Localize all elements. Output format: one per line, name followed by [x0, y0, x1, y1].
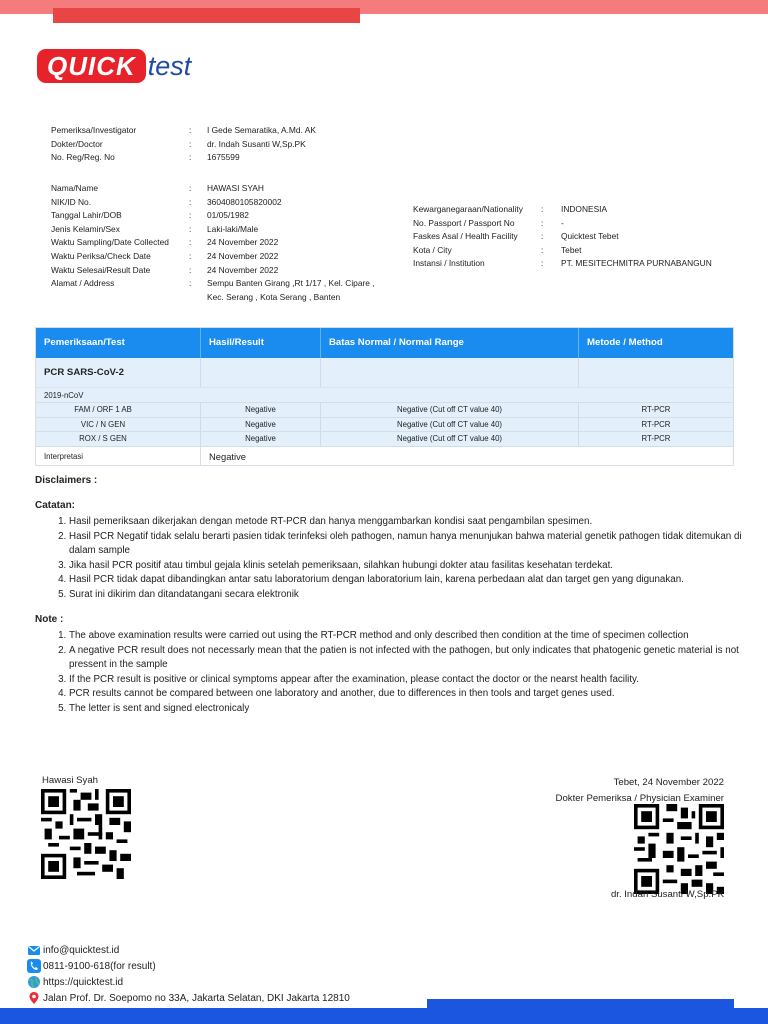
info-separator: :: [189, 250, 192, 261]
physician-role: Dokter Pemeriksa / Physician Examiner: [555, 793, 724, 804]
section-title: PCR SARS-CoV-2: [36, 358, 201, 387]
contact-website[interactable]: [27, 974, 350, 990]
info-label: NIK/ID No.: [51, 196, 92, 207]
patient-info: [51, 182, 375, 304]
cell-result: Negative: [201, 432, 321, 446]
contact-list: [27, 942, 350, 1006]
info-row: [51, 264, 375, 278]
info-separator: :: [541, 204, 544, 214]
info-row: [51, 151, 316, 165]
list-item: 1. Hasil pemeriksaan dikerjakan dengan metode RT-PCR dan hanya menggambarkan kondisi saat pengambilan spesimen.: [69, 515, 764, 530]
interpretation-value: Negative: [209, 450, 247, 462]
info-label: Kota / City: [413, 244, 452, 255]
table-row: [36, 431, 733, 446]
top-decor-bar: [53, 8, 360, 23]
cell-range: Negative (Cut off CT value 40): [321, 432, 579, 446]
table-subsection: 2019-nCoV: [36, 387, 733, 402]
info-row: [51, 138, 316, 152]
physician-signature-block: [556, 775, 724, 807]
info-separator: :: [189, 237, 192, 248]
phone-icon: [27, 959, 41, 973]
info-label: No. Passport / Passport No: [413, 217, 515, 228]
place-date: Tebet, 24 November 2022: [613, 777, 724, 788]
info-separator: :: [189, 152, 192, 163]
address-line-1: Sempu Banten Girang ,Rt 1/17 , Kel. Cipare ,: [207, 278, 375, 289]
info-value: PT. MESITECHMITRA PURNABANGUN: [561, 258, 712, 269]
section-empty-cell: [321, 358, 579, 387]
info-label: Waktu Selesai/Result Date: [51, 264, 151, 275]
info-value: Laki-laki/Male: [207, 223, 259, 234]
cell-method: RT-PCR: [641, 434, 671, 443]
info-row: [413, 230, 712, 244]
info-label: Pemeriksa/Investigator: [51, 125, 137, 135]
info-separator: :: [541, 244, 544, 255]
info-label: Dokter/Doctor: [51, 138, 103, 149]
patient-signature-name: Hawasi Syah: [42, 775, 98, 786]
notes-list: [35, 629, 764, 716]
info-label: Jenis Kelamin/Sex: [51, 223, 120, 234]
contact-email[interactable]: [27, 942, 350, 958]
info-value: dr. Indah Susanti W,Sp.PK: [207, 138, 306, 149]
section-empty-cell: [201, 358, 321, 387]
catatan-title: Catatan:: [35, 500, 76, 511]
contact-text: 0811-9100-618(for result): [43, 960, 156, 972]
list-item: 4. PCR results cannot be compared between one laboratory and another, due to differences in then tools and target genes used.: [69, 687, 764, 702]
list-item: 4. Hasil PCR tidak dapat dibandingkan antar satu laboratorium dengan laboratorium lain, karena perbedaan alat dan target gen yang digunakan.: [69, 573, 764, 588]
qr-code-physician: [634, 804, 724, 894]
info-row: [51, 182, 375, 196]
section-empty-cell: [579, 358, 733, 387]
info-value: I Gede Semaratika, A.Md. AK: [207, 125, 316, 135]
cell-result: Negative: [201, 418, 321, 432]
interpretation-row: [36, 446, 733, 465]
info-value: 3604080105820002: [207, 196, 282, 207]
info-label: Faskes Asal / Health Facility: [413, 231, 518, 242]
info-row: [51, 196, 375, 210]
info-label: Instansi / Institution: [413, 258, 485, 269]
info-separator: :: [189, 196, 192, 207]
table-row: [36, 402, 733, 417]
list-item: 3. Jika hasil PCR positif atau timbul gejala klinis setelah pemeriksaan, silahkan hubungi dokter atau fasilitas kesehatan terdekat.: [69, 559, 764, 574]
info-label: Tanggal Lahir/DOB: [51, 210, 122, 221]
info-value: 1675599: [207, 152, 240, 163]
notes-section: [35, 614, 764, 716]
list-item: 1. The above examination results were carried out using the RT-PCR method and only described then condition at the time of specimen collection: [69, 629, 764, 644]
contact-address: [27, 990, 350, 1006]
disclaimers-section: [35, 475, 764, 602]
info-value: 24 November 2022: [207, 250, 279, 261]
info-label: Kewarganegaraan/Nationality: [413, 204, 523, 214]
info-separator: :: [189, 125, 192, 135]
info-value: -: [561, 217, 564, 228]
header-test: Pemeriksaan/Test: [36, 328, 201, 358]
patient-info-right: [413, 203, 712, 271]
info-value: 01/05/1982: [207, 210, 249, 221]
info-row: [51, 223, 375, 237]
info-value: 24 November 2022: [207, 264, 279, 275]
info-label: Nama/Name: [51, 183, 99, 193]
cell-range: Negative (Cut off CT value 40): [321, 418, 579, 432]
info-separator: :: [189, 278, 192, 289]
info-row: [51, 236, 375, 250]
info-row: [413, 244, 712, 258]
disclaimers-title: Disclaimers :: [35, 475, 98, 486]
list-item: 5. The letter is sent and signed electronicaly: [69, 702, 764, 717]
info-row: [51, 124, 316, 138]
address-value: [207, 277, 375, 304]
info-label: Alamat / Address: [51, 278, 115, 289]
contact-phone[interactable]: [27, 958, 350, 974]
info-label: Waktu Sampling/Date Collected: [51, 237, 169, 248]
cell-result: Negative: [201, 403, 321, 417]
cell-test: ROX / S GEN: [36, 432, 201, 446]
cell-range: Negative (Cut off CT value 40): [321, 403, 579, 417]
logo-main: QUICK: [37, 49, 146, 83]
info-separator: :: [541, 258, 544, 269]
quicktest-logo: [37, 49, 191, 83]
interpretation-label: Interpretasi: [36, 447, 201, 465]
info-row: [51, 209, 375, 223]
info-separator: :: [541, 231, 544, 242]
info-separator: :: [189, 210, 192, 221]
catatan-list: [35, 515, 764, 602]
info-value: Quicktest Tebet: [561, 231, 619, 242]
qr-code-patient: [41, 789, 131, 879]
table-section-row: [36, 358, 733, 387]
cell-test: FAM / ORF 1 AB: [36, 403, 201, 417]
results-table: [35, 327, 734, 466]
location-pin-icon: [27, 991, 41, 1005]
email-icon: [27, 943, 41, 957]
examiner-info: [51, 124, 316, 165]
list-item: 2. Hasil PCR Negatif tidak selalu berarti pasien tidak terinfeksi oleh pathogen, namun hanya menunjukan bahwa material genetik pathogen tidak ditemukan di dalam sample: [69, 530, 764, 559]
info-value: 24 November 2022: [207, 237, 279, 248]
info-separator: :: [189, 138, 192, 149]
table-header: [36, 328, 733, 358]
header-range: Batas Normal / Normal Range: [321, 328, 579, 358]
contact-text: https://quicktest.id: [43, 976, 124, 988]
note-title: Note :: [35, 614, 64, 625]
info-row: [51, 277, 375, 304]
contact-text: info@quicktest.id: [43, 944, 120, 956]
globe-icon: [27, 975, 41, 989]
info-row: [413, 217, 712, 231]
logo-sub: test: [147, 50, 192, 81]
bottom-decor-band: [0, 1008, 768, 1024]
cell-test: VIC / N GEN: [36, 418, 201, 432]
info-separator: :: [189, 183, 192, 193]
header-method: Metode / Method: [587, 337, 663, 348]
info-value: Tebet: [561, 244, 582, 255]
info-label: No. Reg/Reg. No: [51, 152, 115, 163]
cell-method: RT-PCR: [641, 419, 671, 429]
info-value: HAWASI SYAH: [207, 183, 264, 193]
physician-name: dr. Indah Susanti W,Sp.PK: [610, 889, 724, 900]
info-separator: :: [189, 223, 192, 234]
info-separator: :: [189, 264, 192, 275]
info-row: [413, 257, 712, 271]
info-row: [413, 203, 712, 217]
list-item: 2. A negative PCR result does not necessarly mean that the patien is not infected with the pathogen, but only indicates that phatogenic genetic material is not pressent in the sample: [69, 644, 764, 673]
table-row: [36, 417, 733, 432]
address-line-2: Kec. Serang , Kota Serang , Banten: [207, 291, 341, 302]
info-row: [51, 250, 375, 264]
info-separator: :: [541, 217, 544, 228]
info-value: INDONESIA: [561, 204, 608, 214]
list-item: 5. Surat ini dikirim dan ditandatangani secara elektronik: [69, 588, 764, 603]
info-label: Waktu Periksa/Check Date: [51, 250, 151, 261]
list-item: 3. If the PCR result is positive or clinical symptoms appear after the examination, please contact the doctor or the nearst health facility.: [69, 673, 764, 688]
cell-method: RT-PCR: [641, 405, 671, 414]
contact-text: Jalan Prof. Dr. Soepomo no 33A, Jakarta Selatan, DKI Jakarta 12810: [43, 992, 350, 1004]
header-result: Hasil/Result: [201, 328, 321, 358]
